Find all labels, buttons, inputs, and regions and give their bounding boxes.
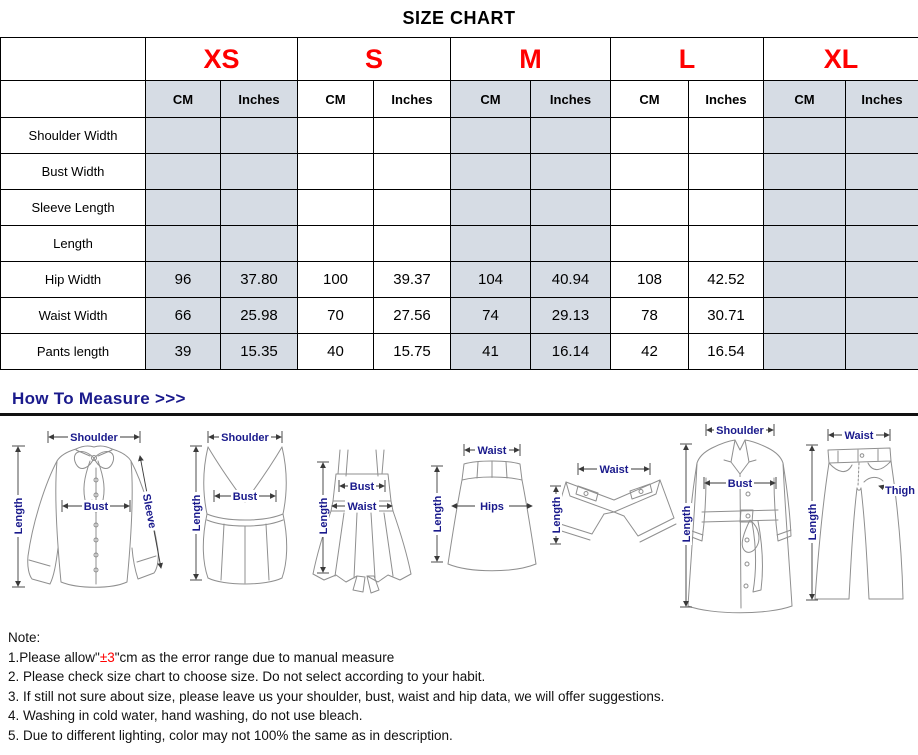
- shorts-length-label: [550, 494, 563, 536]
- svg-text:Waist: Waist: [599, 464, 629, 476]
- table-row-sleeve-length: [1, 190, 918, 226]
- value-cell: 104: [451, 262, 531, 298]
- value-cell: [531, 118, 611, 154]
- note-line-5: 5. Due to different lighting, color may not 100% the same as in description.: [8, 727, 453, 743]
- svg-text:Bust: Bust: [232, 491, 258, 503]
- svg-text:Shoulder: Shoulder: [221, 432, 269, 444]
- notes-heading: Note:: [8, 630, 41, 645]
- tank-top-diagram: [190, 431, 287, 584]
- blouse-sleeve-label: [139, 490, 159, 532]
- row-label-highlighted: Waist Width: [1, 298, 146, 334]
- svg-text:Thigh: Thigh: [885, 485, 915, 497]
- notes-section: [8, 628, 918, 745]
- unit-header-inches: Inches: [221, 81, 298, 118]
- value-cell: [146, 118, 221, 154]
- value-cell: 40.94: [531, 262, 611, 298]
- value-cell: [531, 226, 611, 262]
- value-cell: [846, 154, 918, 190]
- value-cell: [611, 118, 689, 154]
- value-cell: 40: [298, 334, 374, 370]
- value-cell: [221, 154, 298, 190]
- value-cell: [298, 154, 374, 190]
- svg-text:Waist: Waist: [844, 430, 874, 442]
- blouse-shoulder-label: [68, 431, 120, 444]
- value-cell: [689, 226, 764, 262]
- table-row-shoulder-width: [1, 118, 918, 154]
- value-cell: 27.56: [374, 298, 451, 334]
- svg-text:Bust: Bust: [349, 481, 375, 493]
- skirt-waist-label: [475, 444, 509, 457]
- value-cell: [764, 334, 846, 370]
- unit-header-cm: CM: [611, 81, 689, 118]
- value-cell: [764, 190, 846, 226]
- size-header-row: [1, 38, 918, 81]
- measure-diagrams-image: [0, 416, 918, 621]
- note-line-1: 1.Please allow"±3"cm as the error range due to manual measure: [8, 649, 395, 665]
- value-cell: 15.35: [221, 334, 298, 370]
- value-cell: 108: [611, 262, 689, 298]
- value-cell: [689, 118, 764, 154]
- table-row-pants-length: [1, 334, 918, 370]
- value-cell: [531, 154, 611, 190]
- blouse-diagram: [12, 431, 161, 587]
- unit-header-inches: Inches: [689, 81, 764, 118]
- value-cell: 70: [298, 298, 374, 334]
- svg-text:Length: Length: [432, 495, 444, 533]
- table-row-bust-width: [1, 154, 918, 190]
- value-cell: [689, 154, 764, 190]
- value-cell: [846, 262, 918, 298]
- skirt-hips-label: [475, 500, 509, 513]
- value-cell: [846, 226, 918, 262]
- row-label: Hip Width: [1, 262, 146, 298]
- value-cell: 96: [146, 262, 221, 298]
- size-header-xl: XL: [764, 38, 918, 81]
- svg-text:Length: Length: [807, 503, 819, 541]
- value-cell: [846, 190, 918, 226]
- how-to-measure-heading: How To Measure >>>: [12, 389, 186, 408]
- coat-bust-label: [726, 477, 754, 490]
- svg-text:Shoulder: Shoulder: [716, 425, 764, 437]
- dress-diagram: [313, 450, 411, 593]
- value-cell: [846, 118, 918, 154]
- svg-text:Bust: Bust: [83, 501, 109, 513]
- value-cell: [146, 190, 221, 226]
- svg-text:Waist: Waist: [477, 445, 507, 457]
- value-cell: 66: [146, 298, 221, 334]
- note-line-3: 3. If still not sure about size, please leave us your shoulder, bust, waist and hip data, we will offer suggestions.: [8, 688, 665, 704]
- tank-length-label: [190, 492, 203, 534]
- value-cell: [146, 154, 221, 190]
- value-cell: 41: [451, 334, 531, 370]
- value-cell: [764, 262, 846, 298]
- svg-text:Waist: Waist: [347, 501, 377, 513]
- value-cell: [531, 190, 611, 226]
- value-cell: 16.14: [531, 334, 611, 370]
- corner-cell: [1, 38, 146, 81]
- blouse-length-label: [12, 495, 25, 537]
- jeans-diagram: [806, 429, 917, 600]
- value-cell: [451, 190, 531, 226]
- corner-cell: [1, 81, 146, 118]
- shorts-diagram: [550, 463, 676, 544]
- size-header-l: L: [611, 38, 764, 81]
- size-header-m: M: [451, 38, 611, 81]
- unit-header-cm: CM: [764, 81, 846, 118]
- svg-text:Shoulder: Shoulder: [70, 432, 118, 444]
- jeans-thigh-label: [884, 484, 917, 497]
- svg-text:Length: Length: [13, 497, 25, 535]
- size-chart-table: [0, 37, 918, 370]
- tank-bust-label: [231, 490, 259, 503]
- value-cell: 16.54: [689, 334, 764, 370]
- size-header-s: S: [298, 38, 451, 81]
- value-cell: [221, 226, 298, 262]
- skirt-diagram: [431, 444, 536, 571]
- unit-header-cm: CM: [451, 81, 531, 118]
- row-label: Bust Width: [1, 154, 146, 190]
- unit-header-row: [1, 81, 918, 118]
- table-row-hip-width: [1, 262, 918, 298]
- value-cell: [221, 118, 298, 154]
- coat-diagram: [680, 424, 792, 613]
- value-cell: 100: [298, 262, 374, 298]
- svg-text:Bust: Bust: [727, 478, 753, 490]
- value-cell: 15.75: [374, 334, 451, 370]
- svg-text:Length: Length: [191, 494, 203, 532]
- value-cell: [611, 190, 689, 226]
- jeans-length-label: [806, 501, 819, 543]
- value-cell: 30.71: [689, 298, 764, 334]
- svg-text:Length: Length: [681, 505, 693, 543]
- value-cell: [298, 118, 374, 154]
- dress-bust-label: [348, 480, 376, 493]
- row-label: Pants length: [1, 334, 146, 370]
- value-cell: 42: [611, 334, 689, 370]
- value-cell: [374, 154, 451, 190]
- dress-length-label: [317, 495, 330, 537]
- table-row-length: [1, 226, 918, 262]
- value-cell: [764, 118, 846, 154]
- unit-header-inches: Inches: [374, 81, 451, 118]
- size-header-xs: XS: [146, 38, 298, 81]
- svg-text:Length: Length: [318, 497, 330, 535]
- value-cell: 42.52: [689, 262, 764, 298]
- value-cell: [451, 226, 531, 262]
- unit-header-inches: Inches: [531, 81, 611, 118]
- unit-header-inches: Inches: [846, 81, 918, 118]
- value-cell: [846, 334, 918, 370]
- note-line-2: 2. Please check size chart to choose size. Do not select according to your habit.: [8, 669, 486, 684]
- value-cell: [374, 190, 451, 226]
- row-label: Sleeve Length: [1, 190, 146, 226]
- page-title: SIZE CHART: [402, 8, 516, 28]
- value-cell: [298, 226, 374, 262]
- value-cell: 39: [146, 334, 221, 370]
- row-label: Shoulder Width: [1, 118, 146, 154]
- table-row-waist-width: [1, 298, 918, 334]
- dress-waist-label: [345, 500, 379, 513]
- value-cell: [451, 118, 531, 154]
- svg-text:Sleeve: Sleeve: [139, 492, 159, 530]
- unit-header-cm: CM: [146, 81, 221, 118]
- value-cell: [374, 118, 451, 154]
- value-cell: [611, 154, 689, 190]
- value-cell: [611, 226, 689, 262]
- tank-shoulder-label: [219, 431, 271, 444]
- value-cell: [689, 190, 764, 226]
- blouse-bust-label: [82, 500, 110, 513]
- value-cell: [846, 298, 918, 334]
- value-cell: 25.98: [221, 298, 298, 334]
- shorts-waist-label: [597, 463, 631, 476]
- value-cell: [764, 298, 846, 334]
- value-cell: 29.13: [531, 298, 611, 334]
- value-cell: [451, 154, 531, 190]
- value-cell: 37.80: [221, 262, 298, 298]
- value-cell: [764, 226, 846, 262]
- note-error-range: ±3: [99, 649, 115, 665]
- svg-text:Hips: Hips: [480, 501, 504, 513]
- svg-text:Length: Length: [551, 496, 563, 534]
- value-cell: [764, 154, 846, 190]
- skirt-length-label: [431, 493, 444, 535]
- value-cell: 78: [611, 298, 689, 334]
- value-cell: [374, 226, 451, 262]
- row-label: Length: [1, 226, 146, 262]
- coat-length-label: [680, 503, 693, 545]
- value-cell: [146, 226, 221, 262]
- value-cell: 39.37: [374, 262, 451, 298]
- note-line-4: 4. Washing in cold water, hand washing, do not use bleach.: [8, 708, 363, 723]
- value-cell: 74: [451, 298, 531, 334]
- coat-shoulder-label: [714, 424, 766, 437]
- value-cell: [221, 190, 298, 226]
- value-cell: [298, 190, 374, 226]
- unit-header-cm: CM: [298, 81, 374, 118]
- jeans-waist-label: [842, 429, 876, 442]
